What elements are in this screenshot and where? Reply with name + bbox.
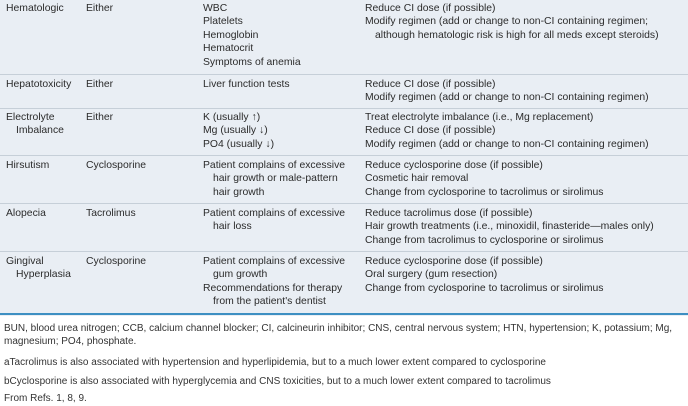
management-cell [365,111,687,151]
management-item: Oral surgery (gum resection) [365,269,498,281]
monitoring-item: Patient complains of excessive [203,256,346,267]
management-item: Cosmetic hair removal [365,173,469,185]
references-note: From Refs. 1, 8, 9. [4,393,87,404]
footnote-b: bCyclosporine is also associated with hyperglycemia and CNS toxicities, but to a much lower extent compared to tacrolimus [4,376,551,387]
management-item: Reduce cyclosporine dose (if possible) [365,160,543,171]
agent-label: Either [86,3,114,14]
monitoring-item: K (usually ↑) [203,112,261,123]
toxicity-label: Hyperplasia [16,269,71,281]
management-cell [365,2,687,42]
management-cell [365,207,687,247]
row-divider [0,108,688,109]
management-item: Change from cyclosporine to tacrolimus or sirolimus [365,282,604,294]
monitoring-item: Hematocrit [203,43,254,55]
row-divider [0,251,688,252]
agent-cell [86,255,196,268]
toxicity-label: Electrolyte [6,112,55,123]
management-item: Change from cyclosporine to tacrolimus or sirolimus [365,186,604,198]
monitoring-item: gum growth [213,269,268,281]
toxicity-label: Gingival [6,256,44,267]
monitoring-item: Symptoms of anemia [203,56,301,68]
management-item: Modify regimen (add or change to non-CI containing regimen) [365,138,649,150]
agent-cell [86,159,196,172]
monitoring-item: Patient complains of excessive [203,160,346,171]
monitoring-cell [203,78,353,91]
monitoring-item: hair growth [213,186,265,198]
monitoring-item: PO4 (usually ↓) [203,138,275,150]
toxicity-label: Hematologic [6,3,64,14]
agent-label: Cyclosporine [86,160,147,171]
monitoring-item: Recommendations for therapy [203,282,343,294]
toxicity-cell [6,78,78,91]
footnote-a: aTacrolimus is also associated with hypertension and hyperlipidemia, but to a much lower extent compared to cyclosporine [4,357,546,368]
monitoring-item: hair loss [213,221,252,233]
management-item: Hair growth treatments (i.e., minoxidil, finasteride—males only) [365,221,654,233]
toxicity-cell [6,255,78,282]
monitoring-item: Patient complains of excessive [203,208,346,219]
toxicity-label: Imbalance [16,125,64,137]
monitoring-cell [203,2,353,69]
management-item: Change from tacrolimus to cyclosporine or sirolimus [365,234,604,246]
table-bottom-rule [0,313,688,315]
management-item: Reduce tacrolimus dose (if possible) [365,208,533,219]
agent-label: Cyclosporine [86,256,147,267]
monitoring-item: Hemoglobin [203,29,259,41]
monitoring-item: Liver function tests [203,79,290,90]
management-item: Reduce CI dose (if possible) [365,3,496,14]
abbreviations-note: BUN, blood urea nitrogen; CCB, calcium channel blocker; CI, calcineurin inhibitor; CNS, central nervous system; HTN, hypertension; K, potassium; Mg, magnesium; PO4, phosphate. [4,323,673,347]
monitoring-cell [203,159,353,199]
agent-cell [86,2,196,15]
toxicity-label: Hepatotoxicity [6,79,72,90]
toxicity-label: Alopecia [6,208,46,219]
agent-label: Tacrolimus [86,208,136,219]
agent-label: Either [86,79,114,90]
management-cell [365,255,687,295]
management-item: Reduce cyclosporine dose (if possible) [365,256,543,267]
agent-cell [86,111,196,124]
agent-cell [86,207,196,220]
management-item: Reduce CI dose (if possible) [365,79,496,90]
management-item: Reduce CI dose (if possible) [365,125,496,137]
monitoring-item: Mg (usually ↓) [203,125,268,137]
management-item: Modify regimen (add or change to non-CI containing regimen) [365,92,649,104]
row-divider [0,203,688,204]
table-footnotes [0,316,688,406]
monitoring-item: Platelets [203,16,243,28]
monitoring-item: from the patient's dentist [213,296,326,308]
toxicity-cell [6,2,78,15]
toxicity-cell [6,207,78,220]
agent-cell [86,78,196,91]
management-cell [365,78,687,105]
management-item: although hematologic risk is high for all meds except steroids) [375,29,659,41]
monitoring-item: hair growth or male-pattern [213,173,338,185]
row-divider [0,155,688,156]
monitoring-cell [203,255,353,309]
toxicity-cell [6,111,78,138]
management-item: Treat electrolyte imbalance (i.e., Mg replacement) [365,112,594,123]
toxicity-label: Hirsutism [6,160,50,171]
management-cell [365,159,687,199]
management-item: Modify regimen (add or change to non-CI containing regimen; [365,16,649,28]
row-divider [0,74,688,75]
monitoring-item: WBC [203,3,228,14]
toxicity-cell [6,159,78,172]
monitoring-cell [203,207,353,234]
agent-label: Either [86,112,114,123]
monitoring-cell [203,111,353,151]
